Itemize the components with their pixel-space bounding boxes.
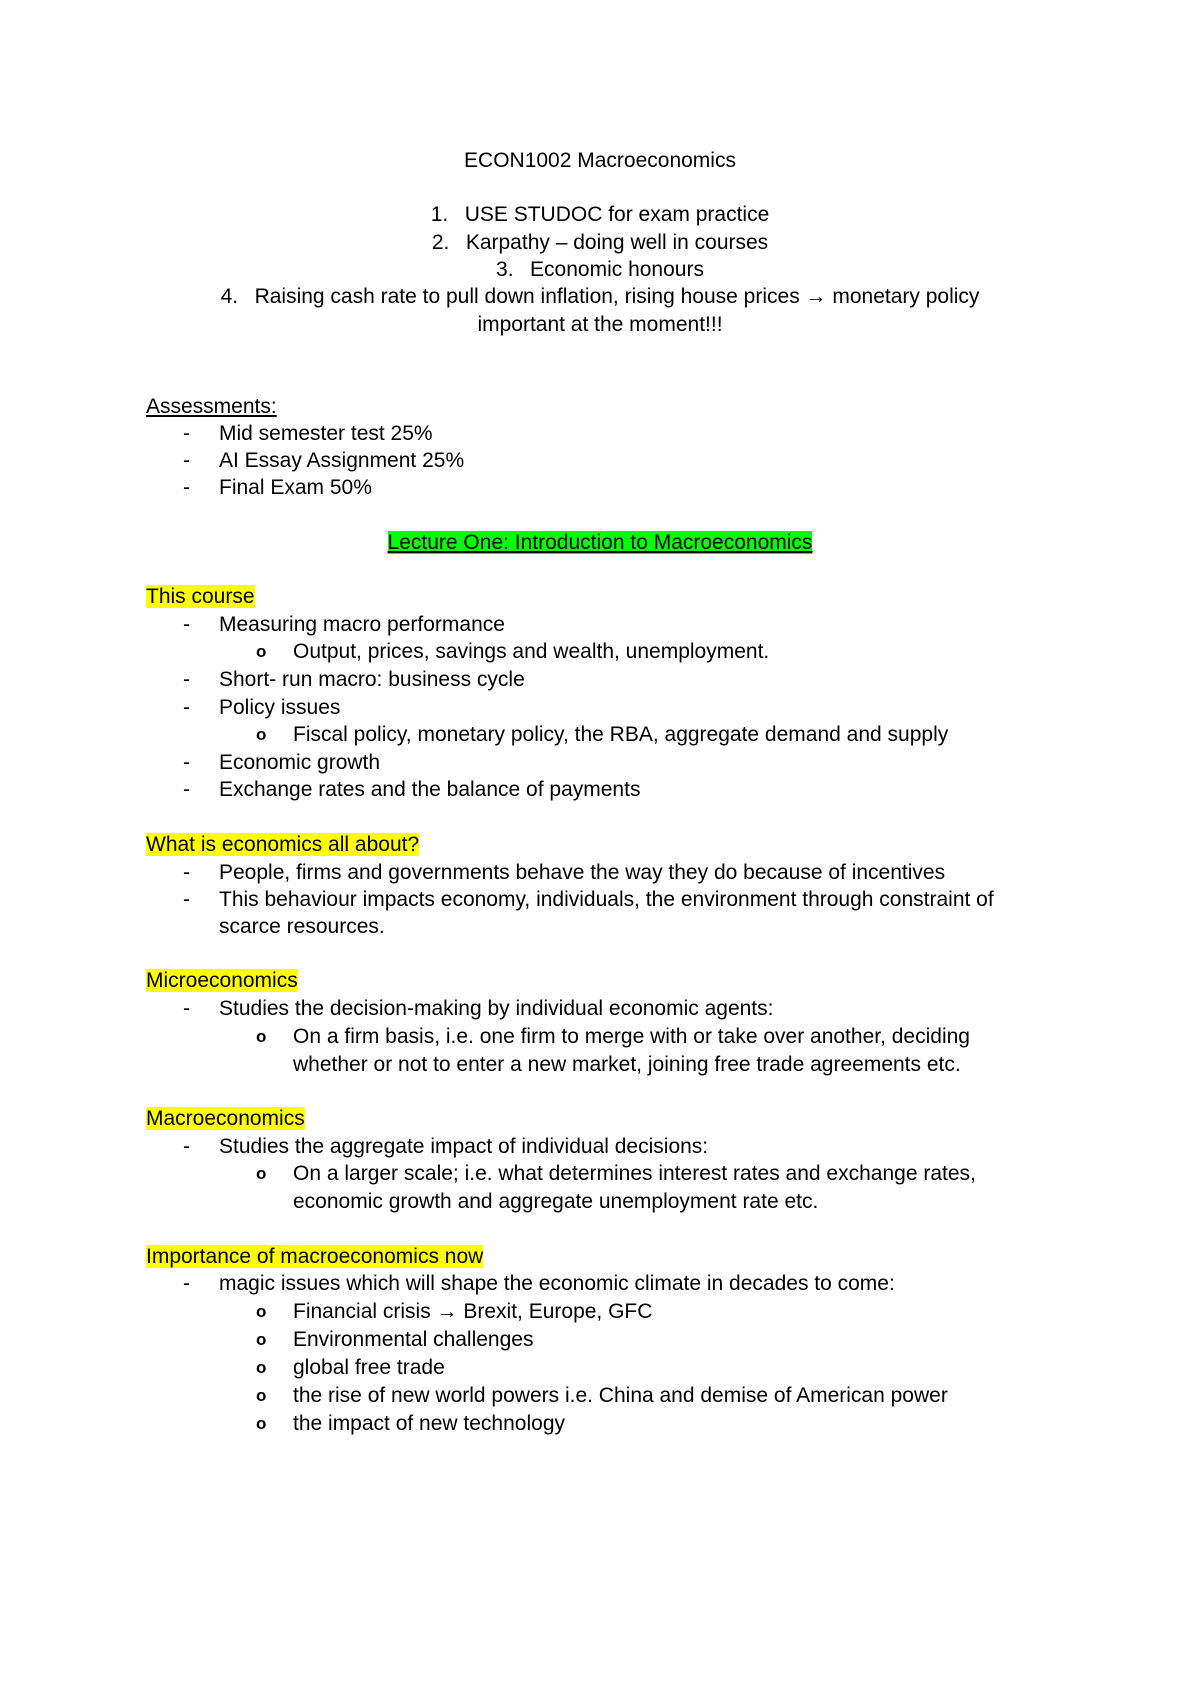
dash-bullet: - (183, 613, 190, 636)
sub-list-item: On a larger scale; i.e. what determines interest rates and exchange rates, (293, 1162, 976, 1185)
sub-list-item: Environmental challenges (293, 1328, 534, 1351)
intro-number: 2. (431, 231, 450, 254)
lecture-title-row (0, 530, 1200, 556)
sub-list-item: the rise of new world powers i.e. China and demise of American power (293, 1384, 948, 1407)
circle-bullet-icon: o (256, 1027, 267, 1046)
assessment-item: Final Exam 50% (219, 476, 372, 499)
circle-bullet-icon: o (256, 725, 267, 744)
intro-text: Karpathy – doing well in courses (465, 231, 769, 254)
section-heading-importance (146, 1244, 483, 1270)
list-item: magic issues which will shape the economic climate in decades to come: (219, 1272, 895, 1295)
intro-item-1 (0, 202, 1200, 228)
circle-bullet-icon: o (256, 1330, 267, 1349)
dash-bullet: - (183, 1272, 190, 1295)
list-item: Studies the decision-making by individual economic agents: (219, 997, 774, 1020)
dash-bullet: - (183, 1135, 190, 1158)
circle-bullet-icon: o (256, 1414, 267, 1433)
intro-item-2 (0, 230, 1200, 256)
intro-number: 1. (430, 203, 449, 226)
lecture-title: Lecture One: Introduction to Macroeconomics (387, 531, 813, 554)
section-heading-microeconomics (146, 968, 298, 994)
sub-list-item: Output, prices, savings and wealth, unemployment. (293, 640, 770, 663)
list-item: Studies the aggregate impact of individual decisions: (219, 1135, 709, 1158)
section-heading-macroeconomics (146, 1106, 305, 1132)
circle-bullet-icon: o (256, 1302, 267, 1321)
intro-number: 4. (220, 285, 239, 308)
dash-bullet: - (183, 861, 190, 884)
assessments-heading: Assessments: (146, 395, 277, 418)
page-title: ECON1002 Macroeconomics (464, 149, 736, 172)
circle-bullet-icon: o (256, 1358, 267, 1377)
list-item: This behaviour impacts economy, individuals, the environment through constraint of (219, 888, 994, 911)
intro-item-3 (0, 257, 1200, 283)
intro-item-4 (0, 284, 1200, 310)
dash-bullet: - (183, 476, 190, 499)
dash-bullet: - (183, 422, 190, 445)
list-item: Policy issues (219, 696, 341, 719)
dash-bullet: - (183, 751, 190, 774)
dash-bullet: - (183, 997, 190, 1020)
list-item: Exchange rates and the balance of payments (219, 778, 641, 801)
heading-text: Macroeconomics (146, 1107, 305, 1130)
heading-text: This course (146, 585, 255, 608)
list-item: People, firms and governments behave the way they do because of incentives (219, 861, 946, 884)
sub-list-item: On a firm basis, i.e. one firm to merge with or take over another, deciding (293, 1025, 970, 1048)
heading-text: Microeconomics (146, 969, 298, 992)
circle-bullet-icon: o (256, 1164, 267, 1183)
dash-bullet: - (183, 668, 190, 691)
intro-text: Economic honours (530, 258, 704, 281)
intro-text: USE STUDOC for exam practice (464, 203, 770, 226)
intro-item-4-continued: important at the moment!!! (477, 313, 723, 336)
circle-bullet-icon: o (256, 1386, 267, 1405)
list-item: Measuring macro performance (219, 613, 505, 636)
dash-bullet: - (183, 888, 190, 911)
dash-bullet: - (183, 778, 190, 801)
sub-list-item: global free trade (293, 1356, 445, 1379)
list-item: Short- run macro: business cycle (219, 668, 525, 691)
intro-number: 3. (496, 258, 514, 281)
section-heading-this-course (146, 584, 255, 610)
circle-bullet-icon: o (256, 642, 267, 661)
assessment-item: Mid semester test 25% (219, 422, 433, 445)
sub-list-item: the impact of new technology (293, 1412, 565, 1435)
sub-list-item: Financial crisis → Brexit, Europe, GFC (293, 1300, 653, 1323)
sub-list-item-continued: whether or not to enter a new market, joining free trade agreements etc. (293, 1053, 961, 1076)
heading-text: Importance of macroeconomics now (146, 1245, 484, 1268)
list-item-continued: scarce resources. (219, 915, 385, 938)
dash-bullet: - (183, 696, 190, 719)
assessment-item: AI Essay Assignment 25% (219, 449, 465, 472)
sub-list-item-continued: economic growth and aggregate unemployment rate etc. (293, 1190, 819, 1213)
intro-text: Raising cash rate to pull down inflation, rising house prices → monetary policy (254, 285, 980, 308)
section-heading-economics-about (146, 832, 419, 858)
heading-text: What is economics all about? (146, 833, 420, 856)
list-item: Economic growth (219, 751, 381, 774)
dash-bullet: - (183, 449, 190, 472)
sub-list-item: Fiscal policy, monetary policy, the RBA, aggregate demand and supply (293, 723, 949, 746)
